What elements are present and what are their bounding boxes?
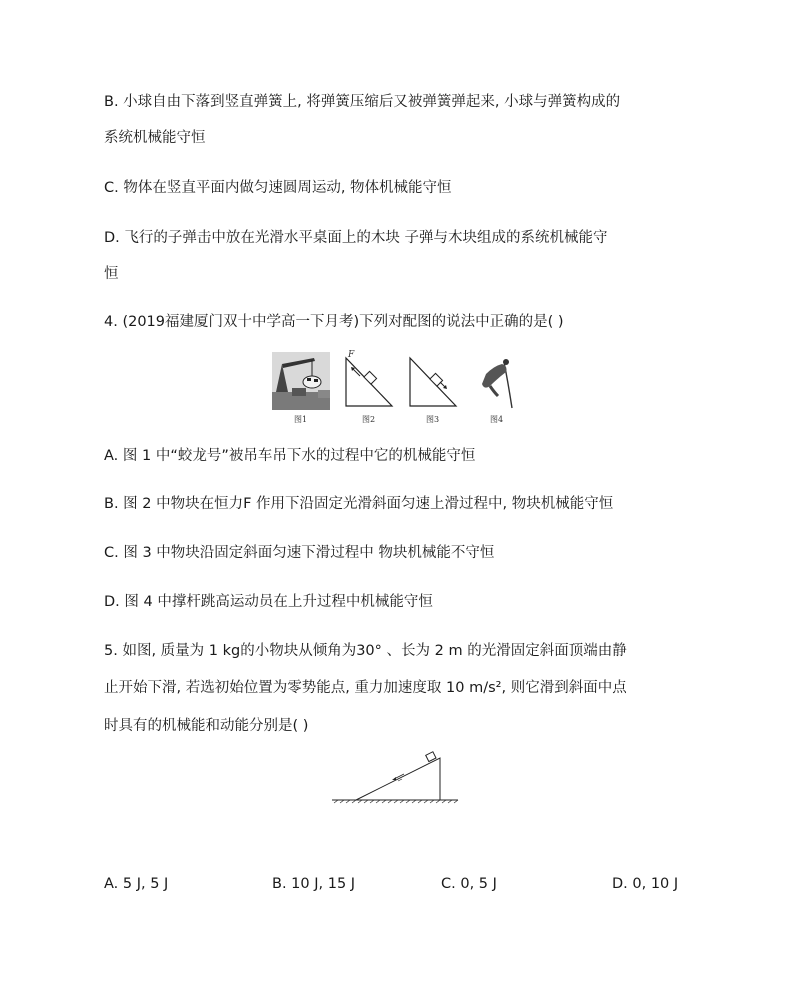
q5-choice-d: D. 0, 10 J xyxy=(612,876,679,892)
figure-4-caption: 图4 xyxy=(490,415,504,424)
q3-option-b-line2: 系统机械能守恒 xyxy=(104,130,206,146)
q4-option-b: B. 图 2 中物块在恒力F 作用下沿固定光滑斜面匀速上滑过程中, 物块机械能守恒 xyxy=(104,496,614,512)
figure-2-incline-force xyxy=(340,352,398,410)
q5-stem-line3: 时具有的机械能和动能分别是( ) xyxy=(104,718,309,734)
q4-option-d: D. 图 4 中撑杆跳高运动员在上升过程中机械能守恒 xyxy=(104,594,433,610)
q4-option-c: C. 图 3 中物块沿固定斜面匀速下滑过程中 物块机械能不守恒 xyxy=(104,545,495,561)
figure-1-crane-photo xyxy=(272,352,330,410)
figure-2-force-label: F xyxy=(348,350,355,360)
figure-3-caption: 图3 xyxy=(426,415,440,424)
q3-option-c: C. 物体在竖直平面内做匀速圆周运动, 物体机械能守恒 xyxy=(104,180,452,196)
q4-figure-row xyxy=(272,352,522,430)
figure-1-caption: 图1 xyxy=(294,415,308,424)
q5-incline-figure xyxy=(330,750,460,806)
q3-option-b-line1: B. 小球自由下落到竖直弹簧上, 将弹簧压缩后又被弹簧弹起来, 小球与弹簧构成的 xyxy=(104,94,621,110)
q5-choice-a: A. 5 J, 5 J xyxy=(104,876,169,892)
q5-stem-line2: 止开始下滑, 若选初始位置为零势能点, 重力加速度取 10 m/s², 则它滑到斜面中点 xyxy=(104,680,627,696)
q3-option-d-line2: 恒 xyxy=(104,266,119,282)
q5-stem-line1: 5. 如图, 质量为 1 kg的小物块从倾角为30° 、长为 2 m 的光滑固定斜面顶端由静 xyxy=(104,643,627,659)
q5-choice-c: C. 0, 5 J xyxy=(441,876,497,892)
q5-choice-b: B. 10 J, 15 J xyxy=(272,876,356,892)
q3-option-d-line1: D. 飞行的子弹击中放在光滑水平桌面上的木块 子弹与木块组成的系统机械能守 xyxy=(104,230,608,246)
q5-choices xyxy=(104,876,704,898)
figure-3-incline-slide xyxy=(404,352,462,410)
q4-option-a: A. 图 1 中“蛟龙号”被吊车吊下水的过程中它的机械能守恒 xyxy=(104,448,476,464)
q4-stem: 4. (2019福建厦门双十中学高一下月考)下列对配图的说法中正确的是( ) xyxy=(104,314,564,330)
figure-4-pole-vault xyxy=(468,352,526,410)
figure-2-caption: 图2 xyxy=(362,415,376,424)
